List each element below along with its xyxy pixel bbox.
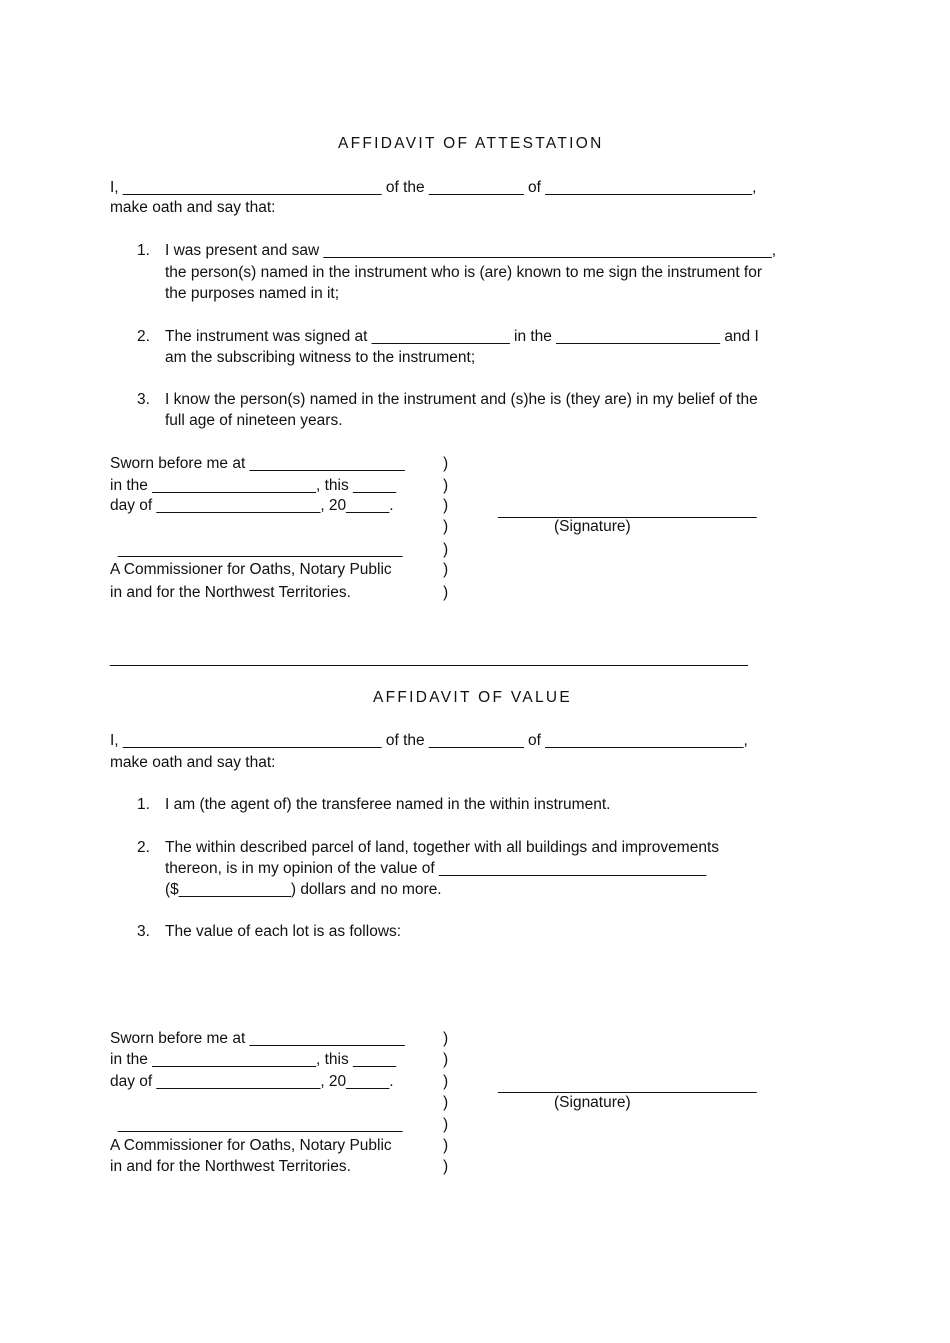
bracket-mark: ) [443, 1073, 449, 1090]
bracket-mark: ) [443, 541, 449, 558]
list-item-text: am the subscribing witness to the instrument; [165, 349, 476, 366]
list-item-text: I know the person(s) named in the instrument and (s)he is (they are) in my belief of the [165, 391, 758, 408]
signature-label: (Signature) [554, 1094, 631, 1111]
commissioner-title: A Commissioner for Oaths, Notary Public [110, 561, 392, 578]
list-item-text: the purposes named in it; [165, 285, 340, 302]
list-item-text: thereon, is in my opinion of the value of _______________________________ [165, 860, 707, 877]
bracket-mark: ) [443, 584, 449, 601]
commissioner-signature-line: _________________________________ [118, 1116, 403, 1133]
attestation-intro-line: I, ______________________________ of the ___________ of ________________________, [110, 179, 757, 196]
commissioner-title: A Commissioner for Oaths, Notary Public [110, 1137, 392, 1154]
list-item-text: ($_____________) dollars and no more. [165, 881, 442, 898]
jurat-sworn-line: Sworn before me at __________________ [110, 1030, 405, 1047]
bracket-mark: ) [443, 518, 449, 535]
section-divider: __________________________________________________________________________ [110, 650, 748, 667]
jurat-sworn-line: Sworn before me at __________________ [110, 455, 405, 472]
jurat-place-line: in the ___________________, this _____ [110, 477, 397, 494]
value-title: AFFIDAVIT OF VALUE [373, 689, 573, 706]
commissioner-signature-line: _________________________________ [118, 541, 403, 558]
value-intro-line: make oath and say that: [110, 754, 276, 771]
bracket-mark: ) [443, 1137, 449, 1154]
list-item-text: The instrument was signed at ________________ in the ___________________ and I [165, 328, 759, 345]
list-item-number: 3. [137, 391, 150, 408]
bracket-mark: ) [443, 561, 449, 578]
bracket-mark: ) [443, 477, 449, 494]
attestation-intro-line: make oath and say that: [110, 199, 276, 216]
list-item-number: 1. [137, 242, 150, 259]
attestation-title: AFFIDAVIT OF ATTESTATION [338, 135, 604, 152]
list-item-text: The value of each lot is as follows: [165, 923, 402, 940]
bracket-mark: ) [443, 497, 449, 514]
list-item-number: 1. [137, 796, 150, 813]
list-item-number: 3. [137, 923, 150, 940]
list-item-text: the person(s) named in the instrument who is (are) known to me sign the instrument for [165, 264, 763, 281]
value-intro-line: I, ______________________________ of the ___________ of _______________________, [110, 732, 748, 749]
jurat-date-line: day of ___________________, 20_____. [110, 1073, 394, 1090]
list-item-text: I was present and saw ____________________________________________________, [165, 242, 777, 259]
jurat-place-line: in the ___________________, this _____ [110, 1051, 397, 1068]
signature-label: (Signature) [554, 518, 631, 535]
list-item-number: 2. [137, 328, 150, 345]
signature-line: ______________________________ [498, 1077, 757, 1094]
bracket-mark: ) [443, 1158, 449, 1175]
list-item-text: The within described parcel of land, together with all buildings and improvements [165, 839, 719, 856]
commissioner-title: in and for the Northwest Territories. [110, 1158, 351, 1175]
list-item-number: 2. [137, 839, 150, 856]
jurat-date-line: day of ___________________, 20_____. [110, 497, 394, 514]
bracket-mark: ) [443, 1116, 449, 1133]
bracket-mark: ) [443, 455, 449, 472]
bracket-mark: ) [443, 1094, 449, 1111]
signature-line: ______________________________ [498, 502, 757, 519]
list-item-text: full age of nineteen years. [165, 412, 343, 429]
bracket-mark: ) [443, 1051, 449, 1068]
bracket-mark: ) [443, 1030, 449, 1047]
list-item-text: I am (the agent of) the transferee named in the within instrument. [165, 796, 611, 813]
commissioner-title: in and for the Northwest Territories. [110, 584, 351, 601]
